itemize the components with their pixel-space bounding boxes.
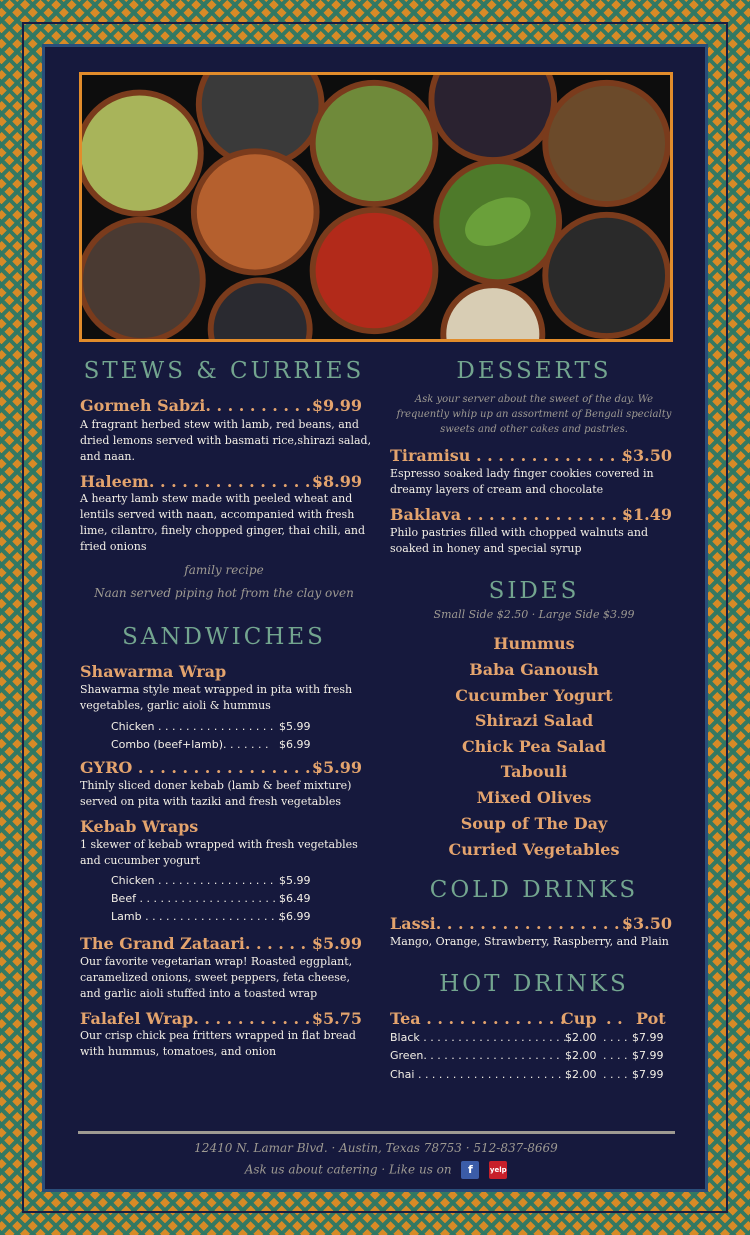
tea-label: Green bbox=[390, 1049, 424, 1062]
yelp-icon[interactable]: yelp bbox=[489, 1161, 507, 1179]
footer-catering bbox=[79, 1161, 673, 1179]
baklava-title bbox=[390, 505, 628, 524]
gormeh-sabzi-title bbox=[80, 396, 311, 415]
cup-pot-separator: . . bbox=[606, 1009, 623, 1028]
lassi-price: $3.50 bbox=[621, 914, 672, 933]
tea-black-cup-price: $2.00 bbox=[565, 1031, 597, 1044]
shawarma-chicken-price: $5.99 bbox=[279, 720, 311, 733]
gormeh-sabzi-description: A fragrant herbed stew with lamb, red beans, and dried lemons served with basmati rice,shirazi salad, and naan. bbox=[80, 418, 372, 463]
side-item: Hummus bbox=[493, 634, 575, 653]
naan-note: Naan served piping hot from the clay oven bbox=[94, 586, 354, 600]
side-item: Curried Vegetables bbox=[448, 840, 620, 859]
shawarma-option-combo bbox=[111, 738, 269, 751]
leader-dots: . . . . . . . . . . . . . . . . . . . . bbox=[423, 1049, 560, 1062]
kebab-beef-price: $6.49 bbox=[279, 892, 311, 905]
option-label: Combo (beef+lamb) bbox=[111, 738, 224, 751]
desserts-intro: Ask your server about the sweet of the day. We frequently whip up an assortment of Bengali specialty sweets and other cakes and pastries. bbox=[396, 394, 672, 435]
tea-chai-pot-price: $7.99 bbox=[632, 1068, 664, 1081]
leader-dots: . . . . . . . . . . . . . . . . . bbox=[137, 758, 322, 777]
zataari-title bbox=[80, 934, 306, 953]
side-item: Baba Ganoush bbox=[469, 660, 599, 679]
gyro-title bbox=[80, 758, 322, 777]
haleem-title bbox=[80, 472, 322, 491]
leader-dots: . . . . . . . . . . . . . . . . . . . . . bbox=[135, 892, 283, 905]
shawarma-combo-price: $6.99 bbox=[279, 738, 311, 751]
kebab-description: 1 skewer of kebab wrapped with fresh vegetables and cucumber yogurt bbox=[80, 838, 358, 867]
item-name: Baklava bbox=[390, 505, 462, 524]
baklava-price: $1.49 bbox=[621, 505, 672, 524]
tea-green-pot-price: $7.99 bbox=[632, 1049, 664, 1062]
zataari-price: $5.99 bbox=[311, 934, 362, 953]
haleem-description: A hearty lamb stew made with peeled wheat and lentils served with naan, accompanied with fresh lime, cilantro, finely chopped ginger, thai chili, and fried onions bbox=[80, 492, 366, 553]
item-name: Falafel Wrap bbox=[80, 1009, 194, 1028]
kebab-option-chicken bbox=[111, 874, 273, 887]
zataari-description: Our favorite vegetarian wrap! Roasted eggplant, caramelized onions, sweet peppers, feta cheese, and garlic aioli stuffed into a toasted wrap bbox=[80, 955, 353, 1000]
lassi-description: Mango, Orange, Strawberry, Raspberry, and Plain bbox=[390, 935, 669, 948]
item-name: Haleem bbox=[80, 472, 149, 491]
tiramisu-description: Espresso soaked lady finger cookies covered in dreamy layers of cream and chocolate bbox=[390, 467, 654, 496]
tiramisu-title bbox=[390, 446, 626, 465]
tea-chai-cup-price: $2.00 bbox=[565, 1068, 597, 1081]
sides-sizes: Small Side $2.50 · Large Side $3.99 bbox=[433, 608, 635, 621]
item-name: GYRO bbox=[80, 758, 133, 777]
spices-photo bbox=[79, 72, 673, 342]
tea-label: Chai bbox=[390, 1068, 415, 1081]
item-name: The Grand Zataari bbox=[80, 934, 245, 953]
falafel-title bbox=[80, 1009, 310, 1028]
footer-catering-text: Ask us about catering · Like us on bbox=[244, 1162, 452, 1177]
leader-dots: . . . . . . . . . . . . . . . . . . . . . . bbox=[414, 1068, 569, 1081]
item-name: Tiramisu bbox=[390, 446, 471, 465]
side-item: Chick Pea Salad bbox=[461, 737, 607, 756]
family-recipe-note: family recipe bbox=[184, 563, 264, 577]
tea-row-green bbox=[390, 1049, 560, 1062]
kebab-chicken-price: $5.99 bbox=[279, 874, 311, 887]
item-name: Lassi bbox=[390, 914, 436, 933]
leader-dots: . . . . . . . . . . . . . . . . . . bbox=[435, 914, 631, 933]
side-item: Cucumber Yogurt bbox=[455, 686, 613, 705]
leader-dots: . . . . . . . . . . bbox=[205, 396, 312, 415]
falafel-description: Our crisp chick pea fritters wrapped in flat bread with hummus, tomatoes, and onion bbox=[80, 1029, 356, 1058]
kebab-title: Kebab Wraps bbox=[80, 817, 199, 836]
gyro-price: $5.99 bbox=[311, 758, 362, 777]
footer-address: 12410 N. Lamar Blvd. · Austin, Texas 78753 · 512-837-8669 bbox=[194, 1141, 558, 1155]
side-item: Mixed Olives bbox=[476, 788, 592, 807]
leader-dots: . . . . . . . . . . . . . . . . . bbox=[154, 720, 274, 733]
shawarma-option-chicken bbox=[111, 720, 273, 733]
tiramisu-price: $3.50 bbox=[621, 446, 672, 465]
gormeh-sabzi-price: $9.99 bbox=[311, 396, 362, 415]
kebab-option-beef bbox=[111, 892, 283, 905]
spice-bowls-illustration bbox=[82, 75, 670, 339]
tea-label: Black bbox=[390, 1031, 420, 1044]
shawarma-title: Shawarma Wrap bbox=[80, 662, 227, 681]
cup-header: Cup bbox=[561, 1009, 597, 1028]
leader-dots: . . . . . . . . . . . . . . . . . . . . bbox=[141, 910, 282, 923]
tea-row-black bbox=[390, 1031, 567, 1044]
sides-heading: SIDES bbox=[488, 578, 580, 604]
tea-separator-dots: . . . . bbox=[603, 1068, 628, 1081]
side-item: Soup of The Day bbox=[460, 814, 608, 833]
option-label: Chicken bbox=[111, 874, 155, 887]
item-name: Tea bbox=[390, 1009, 421, 1028]
option-label: Lamb bbox=[111, 910, 142, 923]
cold-drinks-heading: COLD DRINKS bbox=[429, 877, 639, 903]
baklava-description: Philo pastries filled with chopped walnuts and soaked in honey and special syrup bbox=[390, 526, 648, 555]
lassi-title bbox=[390, 914, 631, 933]
haleem-price: $8.99 bbox=[311, 472, 362, 491]
leader-dots: . . . . . . . . . . . . . . . bbox=[466, 505, 629, 524]
leader-dots: . . . . . . . . . . . . . . . . . bbox=[154, 874, 274, 887]
option-label: Chicken bbox=[111, 720, 155, 733]
pot-header: Pot bbox=[636, 1009, 666, 1028]
falafel-price: $5.75 bbox=[311, 1009, 362, 1028]
hot-drinks-heading: HOT DRINKS bbox=[439, 971, 629, 997]
gyro-description: Thinly sliced doner kebab (lamb & beef mixture) served on pita with taziki and fresh vegetables bbox=[80, 779, 352, 808]
leader-dots: . . . . . . . bbox=[223, 738, 269, 751]
tea-black-pot-price: $7.99 bbox=[632, 1031, 664, 1044]
option-label: Beef bbox=[111, 892, 136, 905]
leader-dots: . . . . . . . . . . . . . . . . . . . . . bbox=[419, 1031, 567, 1044]
tea-separator-dots: . . . . bbox=[603, 1031, 628, 1044]
leader-dots: . . . . . . . . . . . . . . bbox=[476, 446, 627, 465]
leader-dots: . . . . . . . . . . . . . . . . bbox=[148, 472, 322, 491]
kebab-lamb-price: $6.99 bbox=[279, 910, 311, 923]
leader-dots: . . . . . . . . . . . bbox=[193, 1009, 311, 1028]
tea-separator-dots: . . . . bbox=[603, 1049, 628, 1062]
desserts-heading: DESSERTS bbox=[456, 358, 612, 384]
leader-dots: . . . . . . bbox=[244, 934, 307, 953]
item-name: Gormeh Sabzi bbox=[80, 396, 206, 415]
leader-dots: . . . . . . . . . . . . . bbox=[426, 1009, 566, 1028]
footer-divider bbox=[78, 1131, 675, 1134]
tea-row-chai bbox=[390, 1068, 568, 1081]
tea-green-cup-price: $2.00 bbox=[565, 1049, 597, 1062]
side-item: Shirazi Salad bbox=[474, 711, 594, 730]
facebook-icon[interactable]: f bbox=[461, 1161, 479, 1179]
kebab-option-lamb bbox=[111, 910, 281, 923]
side-item: Tabouli bbox=[500, 762, 568, 781]
shawarma-description: Shawarma style meat wrapped in pita with fresh vegetables, garlic aioli & hummus bbox=[80, 683, 353, 712]
stews-heading: STEWS & CURRIES bbox=[83, 358, 365, 384]
tea-header bbox=[390, 1009, 565, 1028]
sandwiches-heading: SANDWICHES bbox=[122, 624, 326, 650]
